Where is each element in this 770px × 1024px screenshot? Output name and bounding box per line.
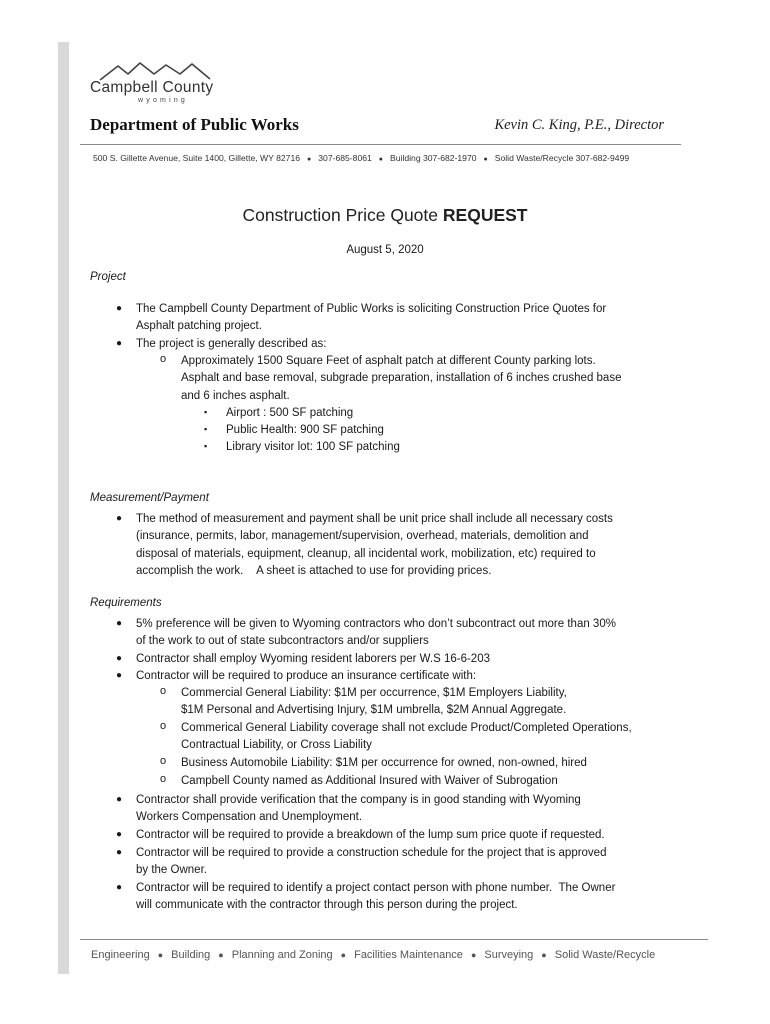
bullet-icon: ●	[116, 338, 123, 349]
department-title: Department of Public Works	[90, 115, 299, 134]
measurement-heading: Measurement/Payment	[90, 492, 209, 504]
bullet-icon: ●	[116, 513, 123, 524]
requirement-insurance: Contractor will be required to produce an insurance certificate with:	[136, 670, 477, 682]
street-address: 500 S. Gillette Avenue, Suite 1400, Gillette, WY 82716	[93, 153, 301, 163]
address-line	[93, 153, 629, 163]
footer-planning-zoning: Planning and Zoning	[231, 949, 333, 961]
square-bullet-icon: ▪	[204, 424, 208, 434]
site-library: Library visitor lot: 100 SF patching	[226, 441, 400, 453]
solid-waste-phone: Solid Waste/Recycle 307-682-9499	[494, 153, 630, 163]
requirement-laborers: Contractor shall employ Wyoming resident laborers per W.S 16-6-203	[136, 653, 490, 665]
title-emphasis: REQUEST	[442, 205, 528, 225]
director-name: Kevin C. King, P.E., Director	[494, 117, 664, 133]
footer-solid-waste: Solid Waste/Recycle	[554, 949, 656, 961]
bullet-icon: ●	[116, 303, 123, 314]
footer-divisions	[91, 949, 655, 961]
separator-dot-icon: ●	[541, 950, 547, 960]
title-main: Construction Price Quote	[242, 205, 439, 225]
building-phone: Building 307-682-1970	[390, 153, 477, 163]
project-bullet-2: The project is generally described as:	[136, 338, 327, 350]
circle-bullet-icon: o	[160, 773, 167, 785]
project-description: Approximately 1500 Square Feet of asphalt patch at different County parking lots. Asphalt and base removal, subgrade preparation, installation of 6 inches crushed base and 6 inches asphalt.	[181, 355, 622, 402]
insurance-general-liability: Commercial General Liability: $1M per occurrence, $1M Employers Liability, $1M Personal and Advertising Injury, $1M umbrella, $2M Annual Aggregate.	[181, 687, 567, 717]
separator-dot-icon: ●	[470, 950, 477, 960]
requirements-heading: Requirements	[90, 597, 162, 609]
requirement-preference: 5% preference will be given to Wyoming contractors who don’t subcontract out more than 30% of the work to out of state subcontractors and/or suppliers	[136, 618, 616, 648]
insurance-coverage-exclusions: Commerical General Liability coverage shall not exclude Product/Completed Operations, Contractual Liability, or Cross Liability	[181, 722, 632, 752]
footer-facilities: Facilities Maintenance	[354, 949, 463, 961]
measurement-bullet-1: The method of measurement and payment shall be unit price shall include all necessary costs (insurance, permits, labor, management/supervision, overhead, materials, demolition and disposal of materials, equipment, cleanup, all incidental work, mobilization, etc) required to accomplish the work. A sheet is attached to use for providing prices.	[136, 513, 613, 577]
footer-building: Building	[171, 949, 211, 961]
bullet-icon: ●	[116, 882, 123, 893]
circle-bullet-icon: o	[160, 353, 167, 365]
footer-divider	[80, 939, 708, 940]
separator-dot-icon: ●	[307, 156, 312, 163]
insurance-automobile: Business Automobile Liability: $1M per occurrence for owned, non-owned, hired	[181, 757, 587, 769]
separator-dot-icon: ●	[378, 156, 384, 163]
bullet-icon: ●	[116, 829, 123, 840]
circle-bullet-icon: o	[160, 685, 167, 697]
square-bullet-icon: ▪	[204, 441, 208, 451]
footer-engineering: Engineering	[91, 949, 150, 961]
requirement-breakdown: Contractor will be required to provide a breakdown of the lump sum price quote if requested.	[136, 829, 605, 841]
project-bullet-1: The Campbell County Department of Public Works is soliciting Construction Price Quotes for Asphalt patching project.	[136, 303, 607, 333]
logo-name: Campbell County	[90, 79, 214, 96]
separator-dot-icon: ●	[157, 950, 164, 960]
insurance-additional-insured: Campbell County named as Additional Insured with Waiver of Subrogation	[181, 775, 558, 787]
requirement-schedule: Contractor will be required to provide a construction schedule for the project that is approved by the Owner.	[136, 847, 607, 877]
site-airport: Airport : 500 SF patching	[226, 407, 354, 419]
separator-dot-icon: ●	[483, 156, 488, 163]
header-divider	[80, 144, 681, 145]
document-date: August 5, 2020	[346, 244, 424, 256]
separator-dot-icon: ●	[218, 950, 224, 960]
bullet-icon: ●	[116, 847, 123, 858]
bullet-icon: ●	[116, 618, 123, 629]
project-heading: Project	[90, 271, 126, 283]
requirement-good-standing: Contractor shall provide verification that the company is in good standing with Wyoming Workers Compensation and Unemployment.	[136, 794, 581, 824]
circle-bullet-icon: o	[160, 755, 167, 767]
site-public-health: Public Health: 900 SF patching	[226, 424, 384, 436]
bullet-icon: ●	[116, 794, 123, 805]
main-phone: 307-685-8061	[318, 153, 372, 163]
square-bullet-icon: ▪	[204, 407, 208, 417]
left-margin-bar	[58, 42, 69, 974]
separator-dot-icon: ●	[340, 950, 347, 960]
footer-surveying: Surveying	[484, 949, 534, 961]
requirement-contact-person: Contractor will be required to identify a project contact person with phone number. The Owner will communicate with the contractor through this person during the project.	[136, 882, 616, 912]
circle-bullet-icon: o	[160, 720, 167, 732]
campbell-county-logo	[88, 60, 238, 108]
document-title	[0, 205, 770, 226]
bullet-icon: ●	[116, 653, 123, 664]
logo-subtitle: wyoming	[138, 97, 189, 104]
bullet-icon: ●	[116, 670, 123, 681]
